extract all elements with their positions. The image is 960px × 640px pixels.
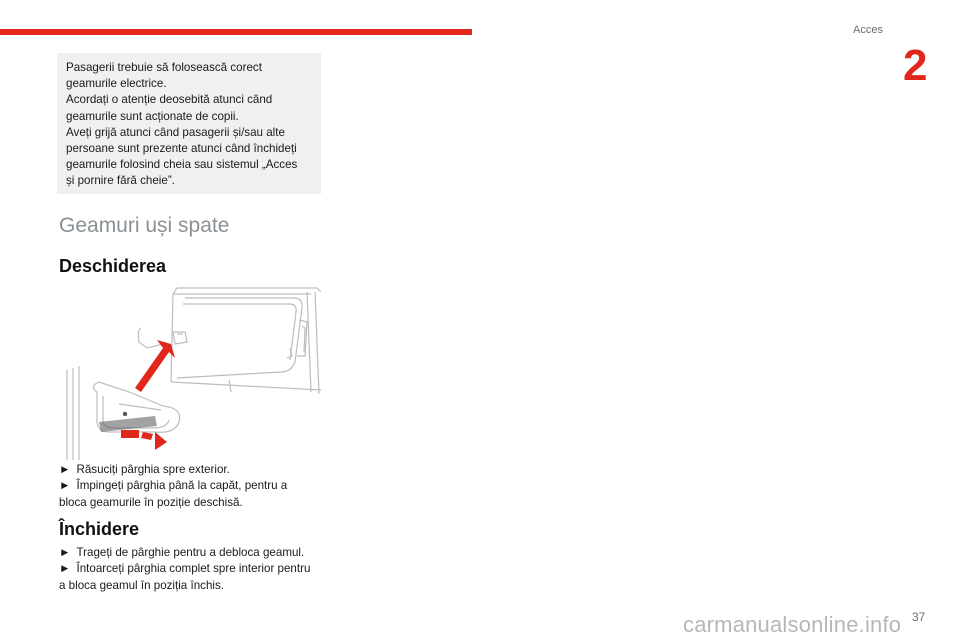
chapter-number: 2 — [903, 41, 928, 90]
triangle-bullet-icon: ► — [59, 546, 71, 559]
step-continuation: a bloca geamul în poziția închis. — [59, 578, 224, 592]
step-continuation: bloca geamurile în poziție deschisă. — [59, 495, 243, 509]
warning-line: geamurile electrice. — [66, 77, 167, 91]
step-item: ► Întoarceți pârghia complet spre interior pentru — [59, 562, 311, 576]
triangle-bullet-icon: ► — [59, 463, 71, 476]
step-item: ► Răsuciți pârghia spre exterior. — [59, 463, 230, 476]
lever-grip-detail — [99, 412, 157, 432]
warning-line: geamurile sunt acționate de copii. — [66, 109, 239, 123]
warning-line: Acordați o atenție deosebită atunci când — [66, 93, 273, 107]
warning-line: geamurile folosind cheia sau sistemul „Acces — [66, 158, 298, 172]
warning-line: și pornire fără cheie”. — [66, 174, 175, 188]
warning-line: Aveți grijă atunci când pasagerii și/sau alte — [66, 125, 285, 139]
opening-title: Deschiderea — [59, 256, 167, 276]
door-outline-lines — [67, 288, 321, 460]
rear-window-lever-illustration — [59, 282, 321, 460]
warning-box — [57, 53, 321, 194]
step-item: ► Împingeți pârghia până la capăt, pentru a — [59, 479, 288, 493]
red-arrow-icon — [121, 340, 175, 450]
chapter-accent-bar — [0, 29, 472, 35]
step-item: ► Trageți de pârghie pentru a debloca geamul. — [59, 546, 305, 559]
triangle-bullet-icon: ► — [59, 479, 71, 493]
section-name: Acces — [853, 24, 883, 36]
opening-steps — [59, 462, 327, 511]
warning-line: Pasagerii trebuie să folosească corect — [66, 61, 262, 74]
closing-steps — [59, 545, 327, 594]
triangle-bullet-icon: ► — [59, 562, 71, 576]
warning-line: persoane sunt prezente atunci când închideți — [66, 142, 297, 156]
watermark: carmanualsonline.info — [683, 612, 902, 637]
closing-title: Închidere — [59, 519, 140, 539]
page-number: 37 — [912, 610, 926, 624]
section-title: Geamuri uși spate — [59, 214, 230, 237]
